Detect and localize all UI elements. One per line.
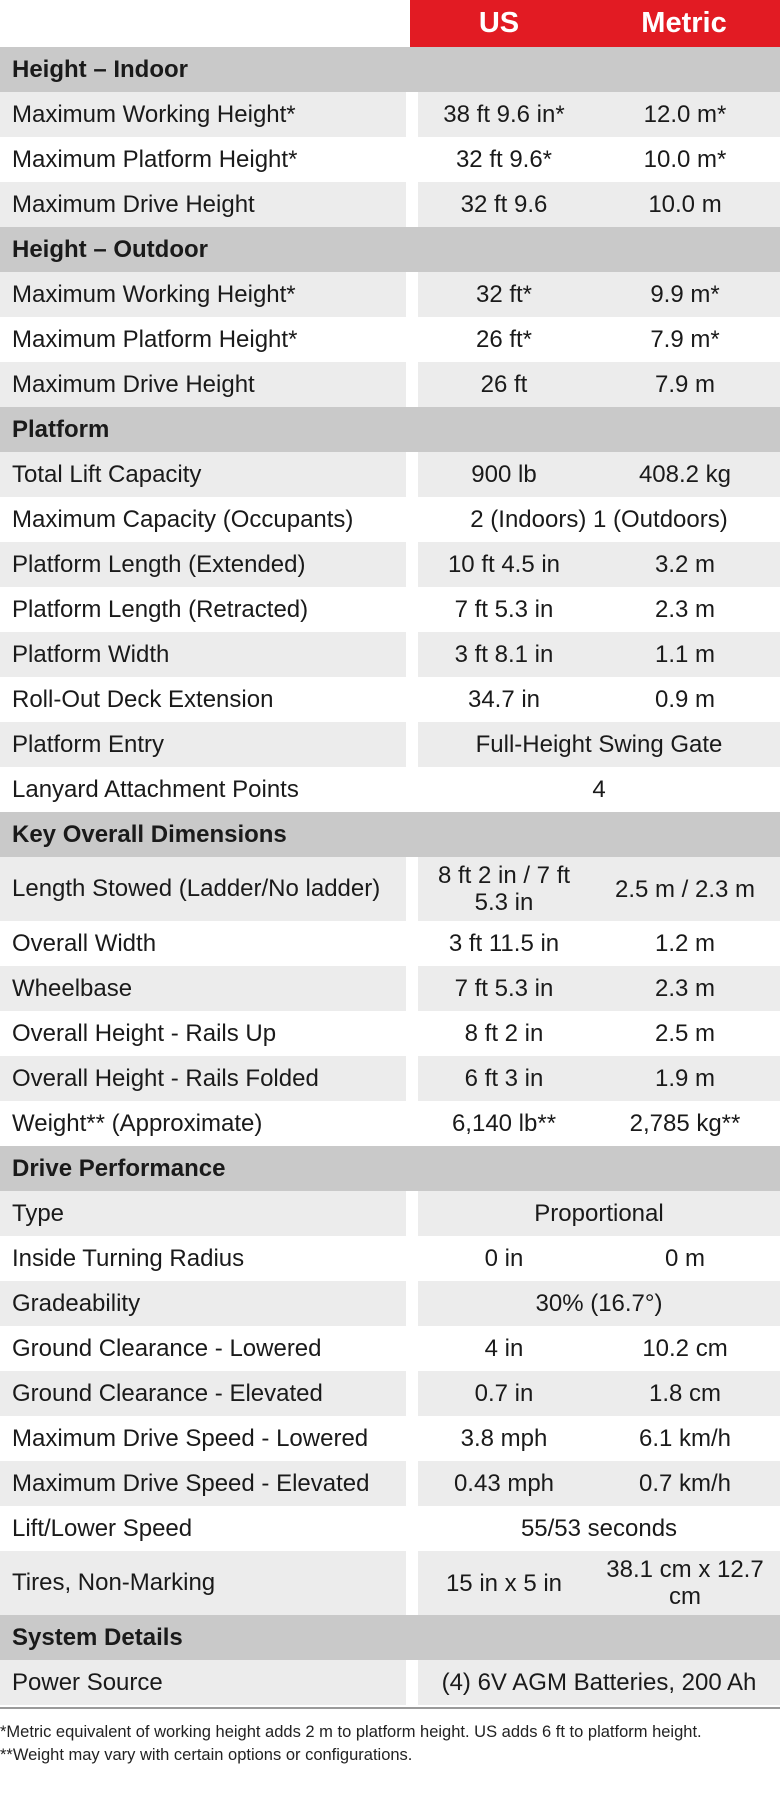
- spec-label: Platform Length (Retracted): [0, 587, 406, 632]
- spec-label: Maximum Drive Height: [0, 182, 406, 227]
- footnote-1: *Metric equivalent of working height adds 2 m to platform height. US adds 6 ft to platform height.: [0, 1723, 702, 1741]
- spec-label: Overall Width: [0, 921, 406, 966]
- spec-label: Ground Clearance - Elevated: [0, 1371, 406, 1416]
- spec-value-metric: 10.2 cm: [642, 1335, 728, 1362]
- spec-value-metric: 2.5 m / 2.3 m: [614, 875, 756, 903]
- spec-value-metric: 9.9 m*: [650, 281, 720, 308]
- spec-row: [0, 137, 780, 182]
- spec-value-metric: 2.3 m: [654, 975, 716, 1002]
- spec-value-metric: 10.0 m*: [643, 146, 727, 173]
- spec-row: [0, 497, 780, 542]
- spec-value-us: 8 ft 2 in: [464, 1020, 544, 1047]
- spec-label: Wheelbase: [0, 966, 406, 1011]
- spec-label: Maximum Working Height*: [0, 92, 406, 137]
- spec-row: [0, 362, 780, 407]
- spec-label: Type: [0, 1191, 406, 1236]
- spec-value-us: 32 ft 9.6*: [455, 146, 553, 173]
- spec-value-combined: 4: [592, 776, 606, 803]
- column-us: US: [478, 7, 520, 39]
- spec-row: [0, 1191, 780, 1236]
- spec-row: [0, 1056, 780, 1101]
- spec-label: Lanyard Attachment Points: [0, 767, 406, 812]
- spec-value-us: 3.8 mph: [460, 1425, 548, 1452]
- spec-value-metric: 7.9 m*: [650, 326, 720, 353]
- spec-value-us: 32 ft 9.6: [460, 191, 548, 218]
- section-header: Key Overall Dimensions: [0, 812, 780, 857]
- spec-row: [0, 272, 780, 317]
- spec-value-us: 7 ft 5.3 in: [454, 596, 554, 623]
- spec-row: [0, 182, 780, 227]
- spec-row: [0, 92, 780, 137]
- spec-label: Maximum Drive Speed - Elevated: [0, 1461, 406, 1506]
- spec-label: Platform Length (Extended): [0, 542, 406, 587]
- spec-label: Platform Width: [0, 632, 406, 677]
- spec-value-us: 4 in: [484, 1335, 524, 1362]
- spec-value-combined: 30% (16.7°): [535, 1290, 663, 1317]
- spec-label: Platform Entry: [0, 722, 406, 767]
- spec-value-metric: 1.8 cm: [648, 1380, 722, 1407]
- spec-label: Maximum Capacity (Occupants): [0, 497, 406, 542]
- spec-value-metric: 1.2 m: [654, 930, 716, 957]
- section-header: Drive Performance: [0, 1146, 780, 1191]
- spec-label: Maximum Platform Height*: [0, 137, 406, 182]
- section-header: Height – Indoor: [0, 47, 780, 92]
- spec-value-us: 7 ft 5.3 in: [454, 975, 554, 1002]
- spec-row: [0, 966, 780, 1011]
- spec-value-us: 15 in x 5 in: [445, 1569, 563, 1597]
- spec-row: [0, 542, 780, 587]
- spec-value-us: 32 ft*: [475, 281, 533, 308]
- spec-row: [0, 1551, 780, 1615]
- spec-value-us: 900 lb: [471, 461, 537, 488]
- spec-value-us: 6 ft 3 in: [464, 1065, 544, 1092]
- spec-row: [0, 677, 780, 722]
- spec-value-us: 3 ft 11.5 in: [448, 930, 560, 957]
- spec-value-metric: 2.5 m: [654, 1020, 716, 1047]
- spec-label: Lift/Lower Speed: [0, 1506, 406, 1551]
- section-header: Height – Outdoor: [0, 227, 780, 272]
- spec-value-combined: Full-Height Swing Gate: [475, 731, 723, 758]
- spec-value-combined: 55/53 seconds: [520, 1515, 678, 1542]
- spec-value-metric: 2,785 kg**: [629, 1110, 741, 1137]
- spec-row: [0, 587, 780, 632]
- spec-row: [0, 1660, 780, 1705]
- spec-value-metric: 38.1 cm x 12.7 cm: [606, 1556, 764, 1610]
- spec-row: [0, 722, 780, 767]
- spec-label: Overall Height - Rails Folded: [0, 1056, 406, 1101]
- spec-label: Maximum Drive Height: [0, 362, 406, 407]
- spec-row: [0, 921, 780, 966]
- spec-value-us: 6,140 lb**: [451, 1110, 557, 1137]
- spec-value-us: 0.7 in: [474, 1380, 534, 1407]
- spec-value-metric: 408.2 kg: [638, 461, 732, 488]
- footnote-2: **Weight may vary with certain options or configurations.: [0, 1746, 413, 1764]
- spec-label: Ground Clearance - Lowered: [0, 1326, 406, 1371]
- spec-value-us: 34.7 in: [467, 686, 541, 713]
- spec-label: Maximum Working Height*: [0, 272, 406, 317]
- spec-value-us: 10 ft 4.5 in: [447, 551, 561, 578]
- spec-value-combined: Proportional: [534, 1200, 664, 1227]
- spec-label: Maximum Drive Speed - Lowered: [0, 1416, 406, 1461]
- spec-row: [0, 1011, 780, 1056]
- spec-value-metric: 7.9 m: [654, 371, 716, 398]
- spec-value-us: 8 ft 2 in / 7 ft 5.3 in: [437, 862, 571, 916]
- spec-row: [0, 767, 780, 812]
- header-bar: [410, 0, 780, 47]
- spec-row: [0, 1101, 780, 1146]
- spec-value-metric: 12.0 m*: [643, 101, 727, 128]
- spec-row: [0, 1281, 780, 1326]
- spec-row: [0, 1506, 780, 1551]
- spec-label: Weight** (Approximate): [0, 1101, 406, 1146]
- spec-row: [0, 1461, 780, 1506]
- column-header: [0, 0, 780, 47]
- spec-label: Gradeability: [0, 1281, 406, 1326]
- spec-value-metric: 0.9 m: [654, 686, 716, 713]
- spec-value-us: 26 ft: [480, 371, 528, 398]
- spec-value-metric: 0.7 km/h: [638, 1470, 732, 1497]
- spec-label: Length Stowed (Ladder/No ladder): [0, 857, 406, 921]
- spec-row: [0, 632, 780, 677]
- spec-value-metric: 6.1 km/h: [638, 1425, 732, 1452]
- spec-label: Roll-Out Deck Extension: [0, 677, 406, 722]
- spec-value-metric: 3.2 m: [654, 551, 716, 578]
- spec-value-metric: 0 m: [664, 1245, 705, 1272]
- section-header: System Details: [0, 1615, 780, 1660]
- spec-row: [0, 452, 780, 497]
- spec-value-metric: 1.1 m: [654, 641, 716, 668]
- spec-row: [0, 1236, 780, 1281]
- section-header: Platform: [0, 407, 780, 452]
- spec-value-metric: 10.0 m: [648, 191, 722, 218]
- spec-value-combined: (4) 6V AGM Batteries, 200 Ah: [441, 1669, 757, 1696]
- spec-row: [0, 857, 780, 921]
- spec-value-us: 3 ft 8.1 in: [454, 641, 554, 668]
- spec-row: [0, 1371, 780, 1416]
- spec-label: Inside Turning Radius: [0, 1236, 406, 1281]
- spec-value-us: 0 in: [484, 1245, 524, 1272]
- footnotes: [0, 1707, 780, 1767]
- spec-value-metric: 2.3 m: [654, 596, 716, 623]
- spec-label: Overall Height - Rails Up: [0, 1011, 406, 1056]
- spec-row: [0, 1416, 780, 1461]
- spec-row: [0, 1326, 780, 1371]
- spec-label: Total Lift Capacity: [0, 452, 406, 497]
- spec-label: Tires, Non-Marking: [0, 1551, 406, 1615]
- spec-value-metric: 1.9 m: [654, 1065, 716, 1092]
- spec-label: Maximum Platform Height*: [0, 317, 406, 362]
- spec-value-us: 26 ft*: [475, 326, 533, 353]
- spec-value-us: 38 ft 9.6 in*: [443, 101, 565, 128]
- spec-row: [0, 317, 780, 362]
- spec-table: [0, 47, 780, 1705]
- spec-value-us: 0.43 mph: [453, 1470, 555, 1497]
- column-metric: Metric: [641, 7, 727, 39]
- spec-value-combined: 2 (Indoors) 1 (Outdoors): [470, 506, 728, 533]
- spec-label: Power Source: [0, 1660, 406, 1705]
